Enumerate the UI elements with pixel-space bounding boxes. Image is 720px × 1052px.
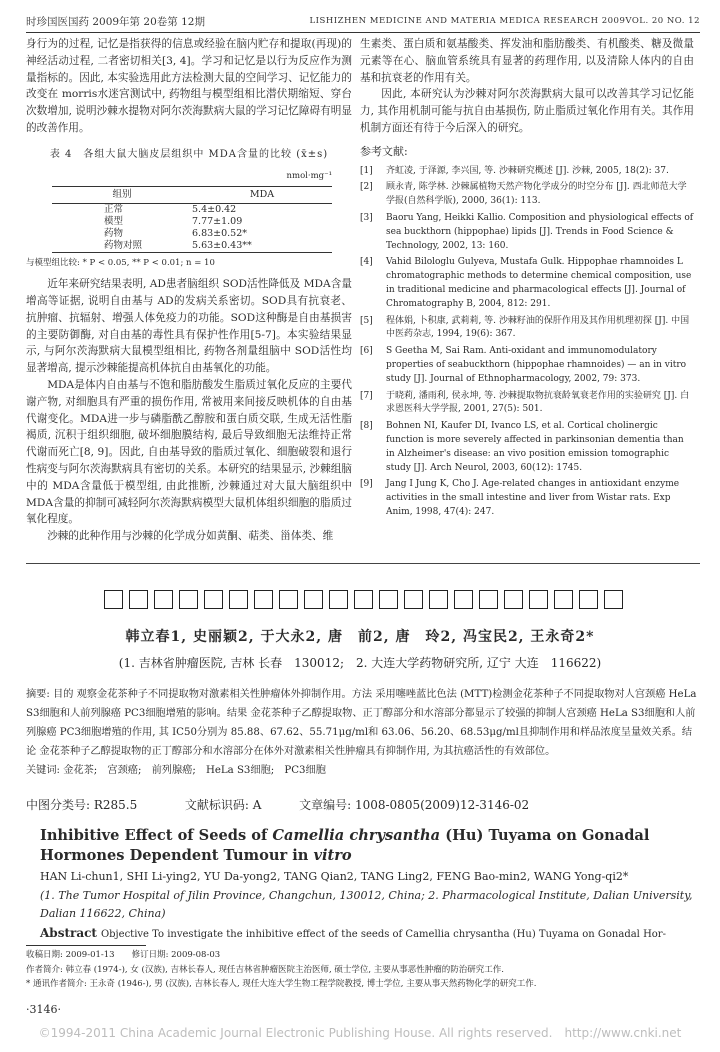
running-head — [26, 12, 700, 30]
paragraph: 身行为的过程, 记忆是指获得的信息或经验在脑内贮存和提取(再现)的神经活动过程, 二者密切相关[3, 4]。学习和记忆是以行为反应作为测量指标的。因此, 本实验选用此方法检测大鼠的空间学习、记忆能力的改变在 morris水迷宫测试中, 药物组与模型组相比潜伏期缩短、穿台次数增加, 说明沙棘水提物对阿尔茨海默病大鼠的学习记忆障碍有明显的改善作用。 — [26, 38, 352, 134]
reference-number: [3] — [360, 212, 373, 223]
clc-number: 中图分类号: R285.5 — [26, 798, 138, 812]
table-header-group: 组别 — [52, 187, 192, 204]
title-glyph-box — [304, 590, 323, 609]
paragraph: 生素类、蛋白质和氨基酸类、挥发油和脂肪酸类、有机酸类、糖及微量元素等在心、脑血管系统具有显著的药理作用, 以及清除人体内的自由基和抗衰老的作用有关。 — [360, 38, 694, 84]
abstract-cn-text: 摘要: 目的 观察金花茶种子不同提取物对激素相关性肿瘤体外抑制作用。方法 采用噻唑蓝比色法 (MTT)检测金花茶种子不同提取物对人宫颈癌 HeLa S3细胞和人前列腺癌 PC3细胞增殖的影响。结果 金花茶种子乙醇提取物、正丁醇部分和水溶部分都显示了较强的抑制人宫颈癌 HeLa S3细胞和人前列腺癌 PC3细胞增殖的作用, 其 IC50分别为 85.88、67.62、55.71μg/ml和 63.06、56.20、68.53μg/ml且抑制作用和样品浓度呈量效关系。结论 金花茶种子乙醇提取物的正丁醇部分和水溶部分在体外对激素相关性肿瘤具有抑制作用, 为其抗癌活性的有效部位。 — [26, 689, 697, 757]
abstract-en — [40, 926, 700, 940]
paragraph: 沙棘的此种作用与沙棘的化学成分如黄酮、萜类、甾体类、维 — [47, 530, 334, 543]
footnotes — [26, 948, 700, 992]
abstract-en-label: Abstract — [40, 926, 97, 940]
table-cell-group: 药物 — [104, 228, 124, 240]
right-column — [360, 36, 694, 523]
reference-item — [360, 478, 694, 519]
footnote-dates: 收稿日期: 2009-01-13 修订日期: 2009-08-03 — [26, 950, 221, 960]
reference-number: [1] — [360, 165, 373, 176]
journal-name-cn: 时珍国医国药 2009年第 20卷第 12期 — [26, 15, 205, 28]
reference-text: S Geetha M, Sai Ram. Anti-oxidant and immunomodulatory properties of seabuckthorn (hippophae rhamnoides) — an in vitro study [J]. Journal of Ethnopharmacology, 2002, 79: 373. — [386, 346, 687, 384]
footnote-corresponding: * 通讯作者简介: 王永奇 (1946-), 男 (汉族), 吉林长春人, 现任大连大学生物工程学院教授, 博士学位, 主要从事天然药物化学的研究工作. — [26, 979, 537, 990]
title-en-mid: (Hu) Tuyama on Gonadal Hormones Dependent Tumour in — [40, 827, 650, 864]
title-en-species: Camellia chrysantha — [272, 827, 441, 844]
table-cell-group: 模型 — [104, 216, 124, 228]
reference-item — [360, 345, 694, 386]
reference-item — [360, 256, 694, 311]
article-title-en — [40, 826, 700, 866]
copyright-watermark: ©1994-2011 China Academic Journal Electronic Publishing House. All rights reserved. http://www.cnki.net — [38, 1026, 682, 1040]
abstract-cn — [26, 685, 700, 780]
table-cell-mda: 5.63±0.43** — [192, 240, 332, 253]
table-cell-mda: 7.77±1.09 — [192, 216, 243, 228]
reference-number: [4] — [360, 257, 373, 268]
reference-text: 顾永青, 陈学林. 沙棘属植物天然产物化学成分的时空分布 [J]. 西北师范大学学报(自然科学版), 2000, 36(1): 113. — [386, 182, 687, 207]
title-glyph-box — [579, 590, 598, 609]
keywords-cn: 关键词: 金花茶; 宫颈癌; 前列腺癌; HeLa S3细胞; PC3细胞 — [26, 765, 326, 776]
title-glyph-box — [104, 590, 123, 609]
left-column — [26, 36, 352, 545]
title-glyph-box — [279, 590, 298, 609]
table-row — [52, 228, 332, 240]
paragraph: 近年来研究结果表明, AD患者脑组织 SOD活性降低及 MDA含量增高等证据, 说明自由基与 AD的发病关系密切。SOD具有抗衰老、抗肿瘤、抗辐射、增强人体免疫力的功能。SOD这种酶是自由基损害的主要防御酶, 对自由基的毒性具有保护性作用[5-7]。本实验结果显示, 与阿尔茨海默病大鼠模型组相比, 药物各剂量组脑中 SOD活性均显著增高, 提示沙棘能提高机体抗自由基氧化的功能。 — [26, 278, 352, 375]
paragraph: 因此, 本研究认为沙棘对阿尔茨海默病大鼠可以改善其学习记忆能力, 其作用机制可能与抗自由基损伤, 防止脂质过氧化作用有关。其作用机制方面还有待于今后深入的研究。 — [360, 88, 694, 134]
title-glyph-box — [429, 590, 448, 609]
title-glyph-box — [454, 590, 473, 609]
reference-text: 齐虹凌, 于泽源, 李兴国, 等. 沙棘研究概述 [J]. 沙棘, 2005, 18(2): 37. — [386, 165, 669, 176]
reference-item — [360, 212, 694, 253]
references-heading: 参考文献: — [360, 144, 408, 158]
title-glyph-box — [179, 590, 198, 609]
title-glyph-box — [379, 590, 398, 609]
reference-item — [360, 390, 694, 418]
table-header-mda: MDA — [192, 187, 332, 204]
table-caption: 表 4 各组大鼠大脑皮层组织中 MDA含量的比较 (x̄±s) — [49, 148, 329, 160]
title-glyph-box — [254, 590, 273, 609]
journal-name-en: LISHIZHEN MEDICINE AND MATERIA MEDICA RESEARCH 2009VOL. 20 NO. 12 — [309, 16, 700, 26]
table-row — [52, 216, 332, 228]
reference-text: Baoru Yang, Heikki Kallio. Composition and physiological effects of sea buckthorn (hippophae) lipids [J]. Trends in Food Science & Technology, 2002, 13: 160. — [386, 212, 694, 251]
table-unit: nmol·mg⁻¹ — [286, 170, 332, 181]
title-glyph-box — [329, 590, 348, 609]
title-glyph-box — [604, 590, 623, 609]
title-en-vitro: vitro — [313, 847, 352, 864]
title-glyph-box — [204, 590, 223, 609]
reference-text: Vahid Bilologlu Gulyeva, Mustafa Gulk. Hippophae rhamnoides L chromatographic methods to determine chemical composition, use in traditional medicine and pharmacological effects [J]. Journal of Chromatography B, 2004, 812: 291. — [386, 257, 692, 309]
title-glyph-box — [354, 590, 373, 609]
title-glyph-box — [479, 590, 498, 609]
title-glyph-box — [554, 590, 573, 609]
reference-item — [360, 420, 694, 475]
abstract-en-text: Objective To investigate the inhibitive effect of the seeds of Camellia chrysantha (Hu) Tuyama on Gonadal Hor- — [100, 929, 666, 940]
table-cell-group: 正常 — [104, 204, 124, 216]
footnote-author: 作者简介: 韩立春 (1974-), 女 (汉族), 吉林长春人, 现任吉林省肿瘤医院主治医师, 硕士学位, 主要从事恶性肿瘤的防治研究工作. — [26, 964, 504, 975]
table-note: 与模型组比较: * P < 0.05, ** P < 0.01; n = 10 — [26, 258, 215, 269]
reference-number: [6] — [360, 346, 373, 357]
title-glyph-box — [504, 590, 523, 609]
reference-number: [9] — [360, 479, 373, 490]
references — [360, 145, 694, 520]
header-rule — [26, 32, 700, 33]
affiliation-en: (1. The Tumor Hospital of Jilin Province, Changchun, 130012, China; 2. Pharmacological Institute, Dalian University, Dalian 116622, China) — [40, 889, 693, 920]
reference-text: Jang I Jung K, Cho J. Age-related changes in antioxidant enzyme activities in the small intestine and liver from Wistar rats. Exp Anim, 1998, 47(4): 247. — [386, 479, 680, 517]
reference-item — [360, 315, 694, 343]
table-cell-group: 药物对照 — [52, 240, 192, 253]
table-row — [52, 240, 332, 253]
mda-table — [52, 186, 332, 253]
reference-item — [360, 165, 694, 179]
title-en-lead: Inhibitive Effect of Seeds of — [40, 827, 273, 844]
reference-item — [360, 181, 694, 209]
reference-text: 于晓莉, 潘雨利, 侯永坤, 等. 沙棘提取物抗衰龄氧衰老作用的实验研究 [J]. 白求恩医科大学学报, 2001, 27(5): 501. — [386, 390, 690, 415]
authors-en: HAN Li-chun1, SHI Li-ying2, YU Da-yong2, TANG Qian2, TANG Ling2, FENG Bao-min2, WANG Yong-qi2* — [40, 870, 629, 883]
paragraph: MDA是体内自由基与不饱和脂肪酸发生脂质过氧化反应的主要代谢产物, 对细胞具有严重的损伤作用, 常被用来间接反映机体的自由基代谢变化。MDA进一步与磷脂酰乙醇胺和蛋白质交联, 生成无活性脂褐质, 沉积于组织细胞, 破坏细胞膜结构, 最后导致细胞无法维持正常代谢而死亡[8, 9]。因此, 自由基导致的脂质过氧化、细胞破裂和退行性病变与阿尔茨海默病具有密切的关系。本研究的结果显示, 沙棘组脑中的 MDA含量低于模型组, 由此推断, 沙棘通过对大鼠大脑组织中 MDA含量的抑制可减轻阿尔茨海默病模型大鼠机体组织细胞的脂质过氧化程度。 — [26, 378, 352, 526]
title-glyph-box — [404, 590, 423, 609]
reference-text: 程体娟, 卜积康, 武莉莉, 等. 沙棘籽油的保肝作用及其作用机理初探 [J]. 中国中医药杂志, 1994, 19(6): 367. — [386, 315, 690, 340]
reference-number: [8] — [360, 421, 373, 432]
title-glyph-box — [129, 590, 148, 609]
table-4 — [26, 147, 352, 272]
table-cell-mda: 6.83±0.52* — [192, 228, 248, 240]
document-code: 文献标识码: A — [184, 798, 262, 812]
title-glyph-box — [529, 590, 548, 609]
article-number: 文章编号: 1008-0805(2009)12-3146-02 — [299, 798, 530, 812]
reference-number: [7] — [360, 390, 373, 401]
footnote-rule — [26, 945, 146, 946]
title-glyph-box — [229, 590, 248, 609]
reference-number: [5] — [360, 315, 373, 326]
title-glyph-box — [154, 590, 173, 609]
reference-text: Bohnen NI, Kaufer DI, Ivanco LS, et al. Cortical cholinergic function is more severely affected in parkinsonian dementia than in Alzheimer's disease: an vivo position emission tomographic study [J]. Arch Neurol, 2003, 60(12): 1745. — [386, 421, 684, 473]
article-meta — [26, 796, 700, 813]
affiliation-cn: (1. 吉林省肿瘤医院, 吉林 长春 130012; 2. 大连大学药物研究所, 辽宁 大连 116622) — [118, 656, 602, 670]
table-cell-mda: 5.4±0.42 — [192, 204, 237, 216]
reference-number: [2] — [360, 182, 373, 193]
table-row — [52, 204, 332, 217]
authors-cn: 韩立春1, 史丽颖2, 于大永2, 唐 前2, 唐 玲2, 冯宝民2, 王永奇2* — [125, 629, 595, 645]
section-divider — [26, 563, 700, 564]
article-title-cn — [26, 590, 700, 616]
page-number: ·3146· — [26, 1003, 61, 1016]
